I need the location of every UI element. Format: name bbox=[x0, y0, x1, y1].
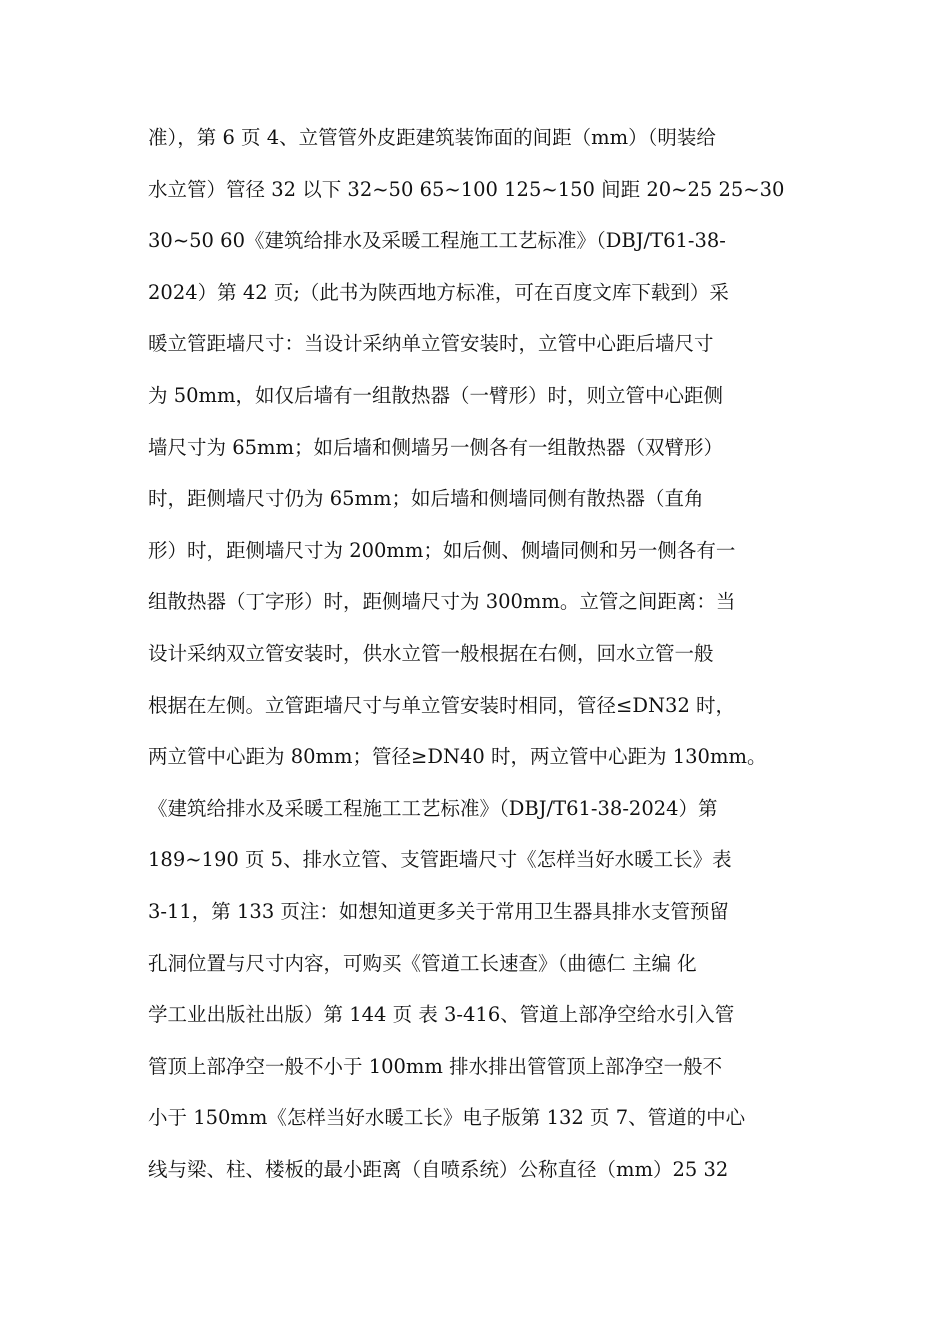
body-text bbox=[148, 112, 808, 1195]
text-line: 《建筑给排水及采暖工程施工工艺标准》（DBJ/T61-38-2024）第 bbox=[148, 796, 718, 820]
text-line: 3-11，第 133 页注：如想知道更多关于常用卫生器具排水支管预留 bbox=[148, 899, 729, 923]
text-line: 根据在左侧。立管距墙尺寸与单立管安装时相同，管径≤DN32 时， bbox=[148, 693, 736, 717]
text-line: 形）时，距侧墙尺寸为 200mm；如后侧、侧墙同侧和另一侧各有一 bbox=[148, 538, 736, 562]
text-line: 时，距侧墙尺寸仍为 65mm；如后墙和侧墙同侧有散热器（直角 bbox=[148, 487, 704, 511]
text-line: 水立管）管径 32 以下 32~50 65~100 125~150 间距 20~25 25~30 bbox=[148, 177, 785, 201]
text-line: 189~190 页 5、排水立管、支管距墙尺寸《怎样当好水暖工长》表 bbox=[148, 848, 732, 872]
text-line: 线与梁、柱、楼板的最小距离（自喷系统）公称直径（mm）25 32 bbox=[148, 1157, 729, 1181]
text-line: 设计采纳双立管安装时，供水立管一般根据在右侧，回水立管一般 bbox=[148, 641, 714, 665]
text-line: 暖立管距墙尺寸：当设计采纳单立管安装时，立管中心距后墙尺寸 bbox=[148, 332, 714, 356]
text-line: 2024）第 42 页;（此书为陕西地方标准，可在百度文库下载到）采 bbox=[148, 280, 729, 304]
text-line: 两立管中心距为 80mm；管径≥DN40 时，两立管中心距为 130mm。 bbox=[148, 745, 767, 769]
text-line: 准），第 6 页 4、立管管外皮距建筑装饰面的间距（mm）（明装给 bbox=[148, 126, 716, 149]
text-line: 30~50 60《建筑给排水及采暖工程施工工艺标准》（DBJ/T61-38- bbox=[148, 229, 726, 253]
text-line: 管顶上部净空一般不小于 100mm 排水排出管管顶上部净空一般不 bbox=[148, 1054, 723, 1078]
text-line: 墙尺寸为 65mm；如后墙和侧墙另一侧各有一组散热器（双臂形） bbox=[148, 435, 723, 459]
text-line: 小于 150mm《怎样当好水暖工长》电子版第 132 页 7、管道的中心 bbox=[148, 1106, 746, 1130]
text-line: 为 50mm，如仅后墙有一组散热器（一臂形）时，则立管中心距侧 bbox=[148, 383, 723, 407]
text-line: 学工业出版社出版）第 144 页 表 3-416、管道上部净空给水引入管 bbox=[148, 1003, 735, 1027]
text-line: 组散热器（丁字形）时，距侧墙尺寸为 300mm。立管之间距离：当 bbox=[148, 590, 736, 614]
text-line: 孔洞位置与尺寸内容，可购买《管道工长速查》（曲德仁 主编 化 bbox=[148, 951, 697, 975]
